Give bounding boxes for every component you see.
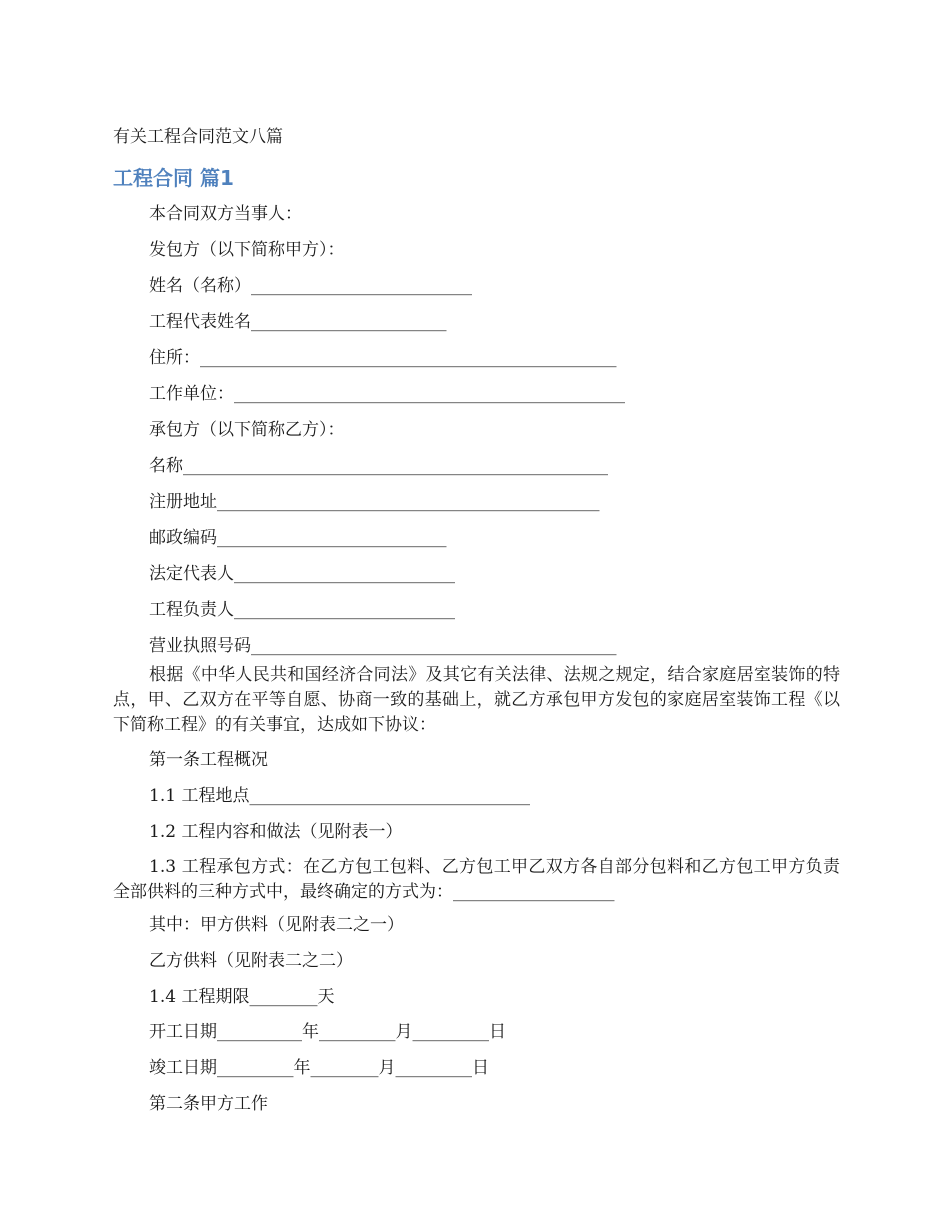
party-a-employer-field: 工作单位：______________________________________________: [149, 384, 625, 404]
clause-1-4: 1.4 工程期限________天: [149, 987, 335, 1007]
start-date-field: 开工日期__________年_________月_________日: [149, 1022, 506, 1042]
party-b-project-lead-field: 工程负责人__________________________: [149, 600, 455, 620]
party-b-heading: 承包方（以下简称乙方）：: [149, 420, 345, 440]
clause-1-3: 1.3 工程承包方式：在乙方包工包料、乙方包工甲乙双方各自部分包料和乙方包工甲方负责全部供料的三种方式中，最终确定的方式为：___________________: [113, 857, 840, 902]
party-a-address-field: 住所：_________________________________________________: [149, 348, 617, 368]
party-b-address-field: 注册地址_____________________________________________: [149, 492, 600, 512]
party-a-name-field: 姓名（名称）__________________________: [149, 276, 472, 296]
article-1-heading: 第一条工程概况: [149, 750, 268, 770]
party-a-representative-field: 工程代表姓名_______________________: [149, 312, 447, 332]
agreement-preamble: 根据《中华人民共和国经济合同法》及其它有关法律、法规之规定，结合家庭居室装饰的特点，甲、乙双方在平等自愿、协商一致的基础上，就乙方承包甲方发包的家庭居室装饰工程《以下简称工程》的有关事宜，达成如下协议：: [113, 665, 840, 735]
party-b-supply: 乙方供料（见附表二之二）: [149, 951, 353, 971]
document-title: 有关工程合同范文八篇: [113, 127, 283, 147]
party-a-supply: 其中：甲方供料（见附表二之一）: [149, 915, 404, 935]
party-b-name-field: 名称__________________________________________________: [149, 456, 608, 476]
article-2-heading: 第二条甲方工作: [149, 1094, 268, 1114]
party-b-license-field: 营业执照号码___________________________________________: [149, 636, 617, 656]
clause-1-1: 1.1 工程地点_________________________________: [149, 786, 530, 806]
completion-date-field: 竣工日期_________年________月_________日: [149, 1058, 489, 1078]
parties-intro: 本合同双方当事人：: [149, 204, 302, 224]
party-b-legal-rep-field: 法定代表人__________________________: [149, 564, 455, 584]
party-a-heading: 发包方（以下简称甲方）：: [149, 240, 345, 260]
party-b-postcode-field: 邮政编码___________________________: [149, 528, 447, 548]
clause-1-2: 1.2 工程内容和做法（见附表一）: [149, 822, 403, 842]
section-heading: 工程合同 篇1: [113, 166, 234, 190]
